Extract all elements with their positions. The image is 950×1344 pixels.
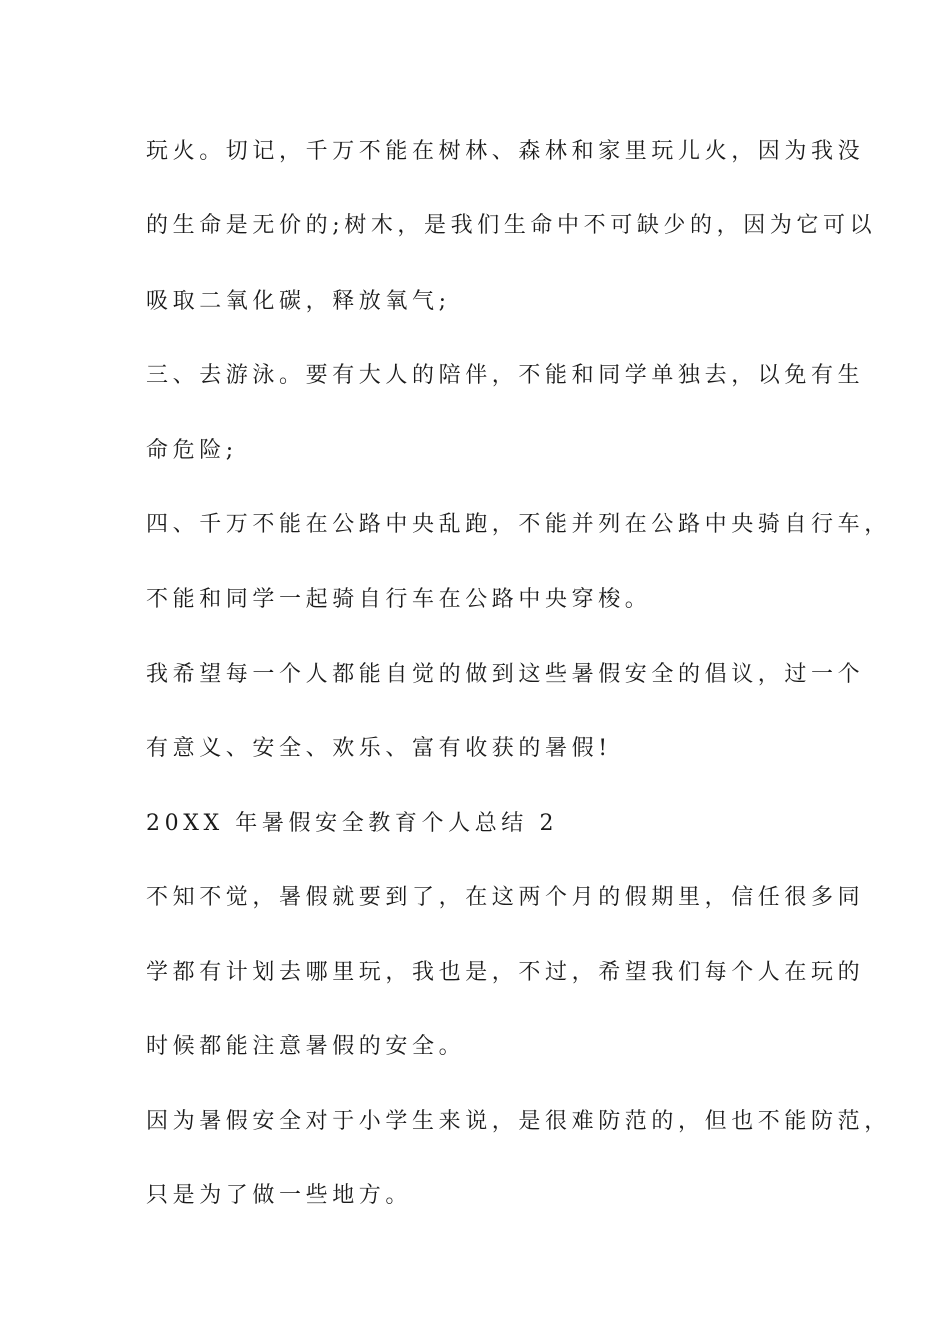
text-line: 有意义、安全、欢乐、富有收获的暑假! <box>146 736 612 761</box>
text-line: 学都有计划去哪里玩，我也是，不过，希望我们每个人在玩的 <box>146 960 865 985</box>
text-line: 时候都能注意暑假的安全。 <box>146 1034 466 1059</box>
text-line: 因为暑假安全对于小学生来说，是很难防范的，但也不能防范， <box>146 1109 891 1134</box>
text-line: 四、千万不能在公路中央乱跑，不能并列在公路中央骑自行车， <box>146 512 891 537</box>
text-line: 只是为了做一些地方。 <box>146 1183 413 1208</box>
text-line: 玩火。切记，千万不能在树林、森林和家里玩儿火，因为我没 <box>146 139 865 164</box>
text-line: 的生命是无价的;树木，是我们生命中不可缺少的，因为它可以 <box>146 213 877 238</box>
text-line: 不知不觉，暑假就要到了，在这两个月的假期里，信任很多同 <box>146 885 865 910</box>
text-line: 我希望每一个人都能自觉的做到这些暑假安全的倡议，过一个 <box>146 662 865 687</box>
section-heading: 20XX 年暑假安全教育个人总结 2 <box>146 811 559 836</box>
text-line: 吸取二氧化碳，释放氧气; <box>146 289 451 314</box>
text-line: 不能和同学一起骑自行车在公路中央穿梭。 <box>146 587 652 612</box>
text-line: 三、去游泳。要有大人的陪伴，不能和同学单独去，以免有生 <box>146 363 865 388</box>
text-line: 命危险; <box>146 438 238 463</box>
